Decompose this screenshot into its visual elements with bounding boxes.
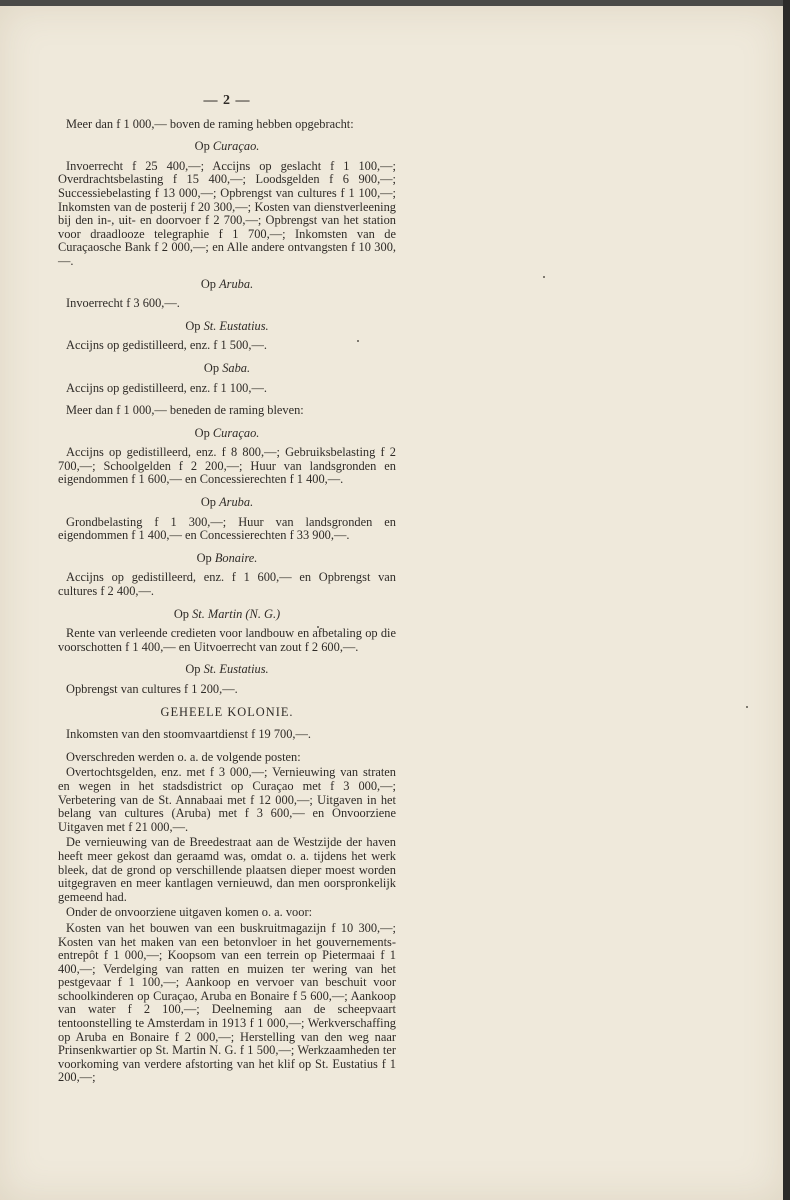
section-heading-aruba-below: Op Aruba. bbox=[200, 495, 254, 510]
paper-speck bbox=[746, 706, 748, 708]
paragraph-exceeded-intro: Overschreden werden o. a. de volgende posten: bbox=[66, 749, 301, 764]
section-heading-st-eustatius-below: Op St. Eustatius. bbox=[185, 662, 269, 677]
intro-above-estimate: Meer dan f 1 000,— boven de raming hebben opgebracht: bbox=[66, 116, 354, 131]
paragraph-st-eustatius-below: Opbrengst van cultures f 1 200,—. bbox=[66, 682, 238, 696]
document-page bbox=[0, 6, 783, 1200]
paragraph-saba-above: Accijns op gedistilleerd, enz. f 1 100,—. bbox=[66, 380, 267, 395]
paragraph-unforeseen-intro: Onder de onvoorziene uitgaven komen o. a. voor: bbox=[66, 905, 313, 920]
section-heading-saba-above: Op Saba. bbox=[203, 360, 251, 375]
paragraph-bonaire-below: Accijns op gedistilleerd, enz. f 1 600,— en Opbrengst van cultures f 2 400,—. bbox=[58, 570, 396, 599]
section-heading-curacao-below: Op Curaçao. bbox=[194, 425, 260, 440]
paragraph-aruba-above: Invoerrecht f 3 600,—. bbox=[66, 296, 180, 311]
paragraph-curacao-above: Invoerrecht f 25 400,—; Accijns op geslacht f 1 100,—; Overdrachtsbelasting f 15 400,—; Loodsgelden f 6 900,—; Successiebelasting f 13 000,—; Opbrengst van cultures f 1 100,—; Inkomsten van de posterij f 20 300,—; Kosten van dienstverleening bij den in-, uit- en doorvoer f 2 700,—; Opbrengst van het station voor draadlooze telegraphie f 1 700,—; Inkomsten van de Curaçaosche Bank f 2 000,—; en Alle andere ontvangsten f 10 300,—. bbox=[58, 158, 396, 268]
page-body bbox=[58, 94, 396, 1087]
paragraph-unforeseen-list: Kosten van het bouwen van een buskruitmagazijn f 10 300,—; Kosten van het maken van een betonvloer in het gouvernements-entrepôt f 1 000,—; Koopsom van een terrein op Pietermaai f 1 400,—; Verdelging van ratten en muizen ter wering van het pestgevaar f 1 100,—; Aankoop en vervoer van beschuit voor schoolkinderen op Curaçao, Aruba en Bonaire f 5 600,—; Aankoop van water f 2 100,—; Deelneming aan de scheepvaart tentoonstelling te Amsterdam in 1913 f 1 000,—; Werkverschaffing op Aruba en Bonaire f 2 000,—; Herstelling van den weg naar Prinsenkwartier op St. Martin N. G. f 1 500,—; Werkzaamheden ter voorkoming van verdere afstorting van het klif op St. Eustatius f 1 200,—; bbox=[58, 920, 396, 1085]
section-heading-bonaire-below: Op Bonaire. bbox=[196, 550, 258, 565]
section-heading-st-eustatius-above: Op St. Eustatius. bbox=[185, 318, 269, 333]
paragraph-st-martin-below: Rente van verleende credieten voor landbouw en afbetaling op die voorschotten f 1 400,— en Uitvoerrecht van zout f 2 600,—. bbox=[58, 626, 396, 654]
binding-edge bbox=[783, 0, 790, 1200]
paper-speck bbox=[543, 276, 545, 278]
paragraph-exceeded-list: Overtochtsgelden, enz. met f 3 000,—; Vernieuwing van straten en wegen in het stadsdistrict op Curaçao met f 3 000,—; Verbetering van de St. Annabaai met f 12 000,—; Uitgaven in het belang van cultures (Aruba) met f 3 600,— en Onvoorziene Uitgaven met f 21 000,—. bbox=[58, 765, 396, 834]
section-heading-geheele-kolonie: GEHEELE KOLONIE. bbox=[160, 704, 294, 719]
section-heading-st-martin-below: Op St. Martin (N. G.) bbox=[173, 606, 281, 621]
paragraph-stoomvaartdienst: Inkomsten van den stoomvaartdienst f 19 700,—. bbox=[66, 727, 312, 742]
section-heading-aruba-above: Op Aruba. bbox=[200, 276, 254, 291]
paragraph-aruba-below: Grondbelasting f 1 300,—; Huur van landsgronden en eigendommen f 1 400,— en Concessierechten f 33 900,—. bbox=[58, 514, 396, 543]
paragraph-curacao-below: Accijns op gedistilleerd, enz. f 8 800,—; Gebruiksbelasting f 2 700,—; Schoolgelden f 2 200,—; Huur van landsgronden en eigendommen f 1 600,— en Concessierechten f 1 400,—. bbox=[58, 445, 396, 487]
page-number: — 2 — bbox=[203, 93, 251, 108]
paragraph-breedestraat: De vernieuwing van de Breedestraat aan de Westzijde der haven heeft meer gekost dan geraamd was, omdat o. a. tijdens het werk bleek, dat de grond op verschillende plaatsen dieper moest worden uitgegraven en meer kantlagen vernieuwd, dan men oorspronkelijk gemeend had. bbox=[58, 835, 396, 904]
section-heading-curacao-above: Op Curaçao. bbox=[194, 139, 260, 154]
intro-below-estimate: Meer dan f 1 000,— beneden de raming bleven: bbox=[66, 403, 304, 418]
paragraph-st-eustatius-above: Accijns op gedistilleerd, enz. f 1 500,—. bbox=[66, 338, 267, 353]
